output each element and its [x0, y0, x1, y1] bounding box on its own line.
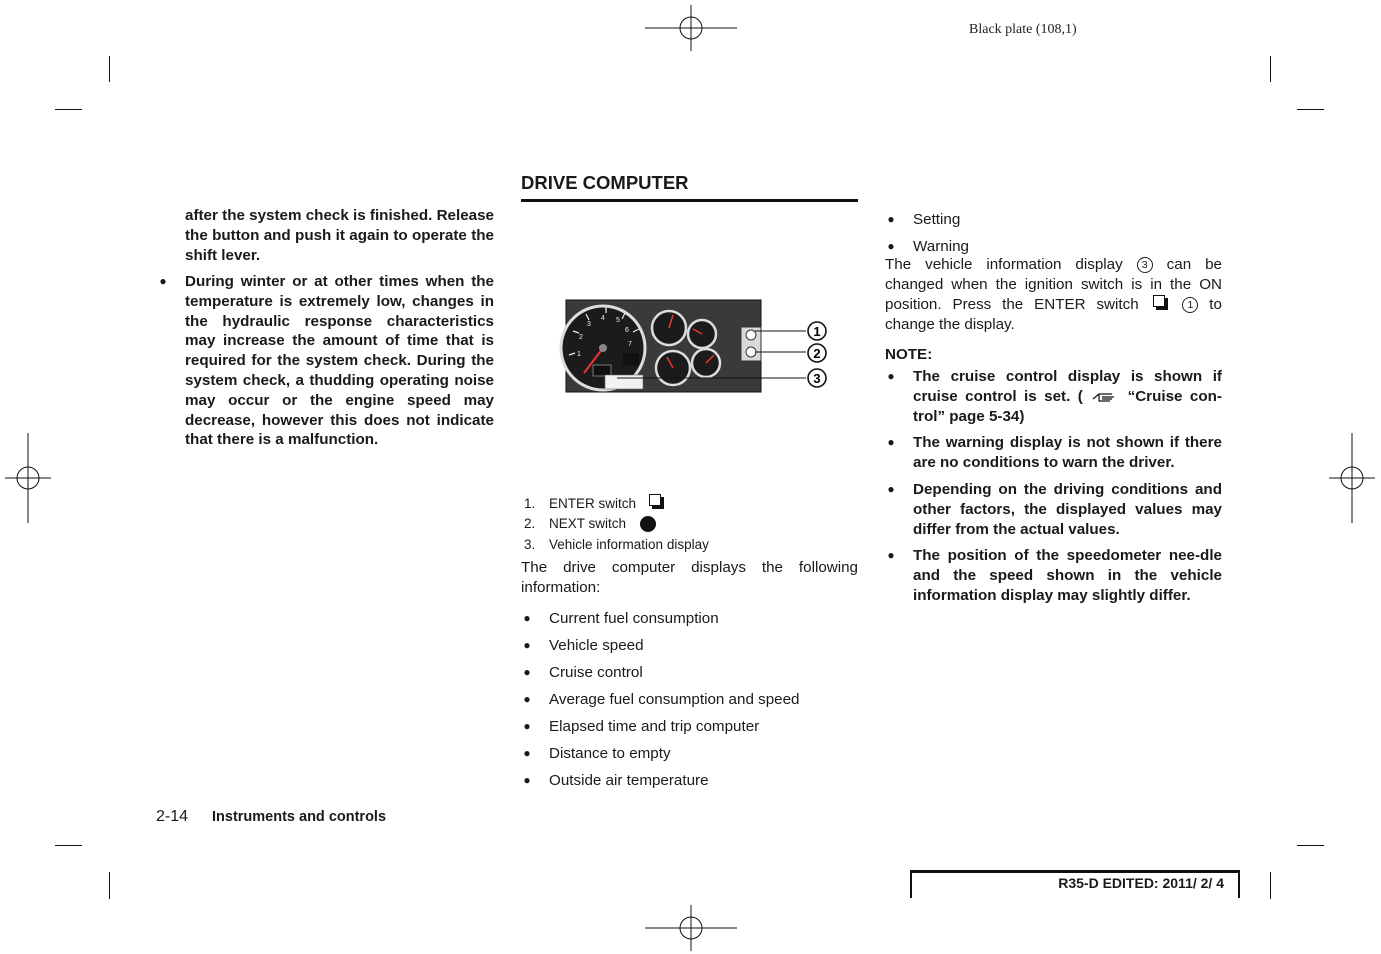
bullet-icon: ●: [523, 692, 531, 706]
svg-text:4: 4: [601, 315, 605, 322]
list-item: ● Distance to empty: [521, 740, 858, 767]
list-item: ● The warning display is not shown if there are no conditions to warn the driver.: [885, 433, 1222, 473]
bullet-icon: ●: [887, 548, 895, 563]
crop-mark: [109, 872, 110, 899]
bullet-icon: ●: [523, 719, 531, 733]
callout-2: 2: [813, 346, 821, 361]
svg-text:5: 5: [616, 317, 620, 324]
figure-legend: [524, 494, 709, 555]
svg-text:2: 2: [579, 334, 583, 341]
display-change-paragraph: The vehicle information display 3 can be changed when the ignition switch is in the ON position. Press the ENTER switch 1 to change the display.: [885, 256, 1222, 333]
callout-1: 1: [813, 324, 821, 339]
bullet-icon: ●: [887, 369, 895, 383]
svg-text:1: 1: [577, 351, 581, 358]
page-number: 2-14: [156, 808, 189, 825]
list-item: ● Average fuel consumption and speed: [521, 686, 858, 713]
crop-mark: [1297, 845, 1324, 846]
list-item: ● Cruise control: [521, 659, 858, 686]
instrument-cluster-figure: [521, 205, 858, 483]
enter-switch-icon: [1156, 298, 1168, 310]
next-switch-icon: [640, 516, 656, 532]
list-item: ● The position of the speedometer nee-dle and the speed shown in the vehicle information display may slightly differ.: [885, 546, 1222, 605]
intro-text: The drive computer displays the following information:: [521, 559, 858, 596]
list-item: ● Warning: [885, 233, 1222, 260]
legend-item: 3. Vehicle information display: [524, 536, 709, 552]
instrument-cluster-icon: [521, 205, 858, 483]
bullet-icon: ●: [887, 481, 895, 496]
notes-list: [885, 367, 1222, 606]
bullet-icon: ●: [523, 611, 531, 625]
edited-stamp: R35-D EDITED: 2011/ 2/ 4: [910, 870, 1240, 898]
reference-hand-icon: [1090, 388, 1120, 404]
crosshair-icon: [645, 905, 737, 951]
bullet-icon: ●: [159, 274, 167, 288]
info-list-continued: [885, 206, 1222, 260]
legend-item: 2. NEXT switch: [524, 514, 709, 534]
bullet-text: During winter or at other times when the temperature is extremely low, changes in the hydraulic response characteristics may increase the amount of time that is required for the system check. During the system check, a thudding operating noise may occur or the engine speed may decrease, however this does not indicate that there is a malfunction.: [185, 273, 494, 449]
enter-switch-icon: [652, 497, 664, 509]
note-label: NOTE:: [885, 346, 933, 363]
svg-text:6: 6: [625, 327, 629, 334]
list-item: ● Elapsed time and trip computer: [521, 713, 858, 740]
bullet-icon: ●: [887, 239, 895, 253]
bullet-icon: ●: [523, 773, 531, 787]
crosshair-icon: [645, 5, 737, 51]
plate-label: Black plate (108,1): [969, 22, 1077, 37]
list-item: ● Vehicle speed: [521, 632, 858, 659]
winter-bullet: [157, 272, 494, 450]
info-list: [521, 605, 858, 794]
legend-item: 1. ENTER switch: [524, 494, 709, 514]
crop-mark: [55, 845, 82, 846]
bullet-icon: ●: [887, 212, 895, 226]
bullet-icon: ●: [523, 638, 531, 652]
crop-mark: [55, 109, 82, 110]
list-item: ● Outside air temperature: [521, 767, 858, 794]
crop-mark: [109, 56, 110, 82]
crop-mark: [1270, 56, 1271, 82]
list-item: ● Depending on the driving conditions and other factors, the displayed values may differ from the actual values.: [885, 480, 1222, 539]
svg-text:7: 7: [628, 341, 632, 348]
section-title: DRIVE COMPUTER: [521, 172, 858, 202]
callout-ref-3: 3: [1137, 257, 1153, 273]
bullet-icon: ●: [523, 665, 531, 679]
list-item: ● The cruise control display is shown if cruise control is set. ( “Cruise con-trol” page 5-34): [885, 367, 1222, 426]
chapter-title: Instruments and controls: [212, 809, 387, 825]
callout-3: 3: [813, 371, 821, 386]
bullet-icon: ●: [523, 746, 531, 760]
crop-mark: [1270, 872, 1271, 899]
list-item: ● Setting: [885, 206, 1222, 233]
list-item: ● Current fuel consumption: [521, 605, 858, 632]
continued-text: after the system check is finished. Release the button and push it again to operate the shift lever.: [185, 207, 494, 264]
crop-mark: [1297, 109, 1324, 110]
crosshair-icon: [1329, 433, 1375, 523]
svg-text:3: 3: [587, 321, 591, 328]
callout-ref-1: 1: [1182, 297, 1198, 313]
crosshair-icon: [5, 433, 51, 523]
bullet-icon: ●: [887, 435, 895, 450]
